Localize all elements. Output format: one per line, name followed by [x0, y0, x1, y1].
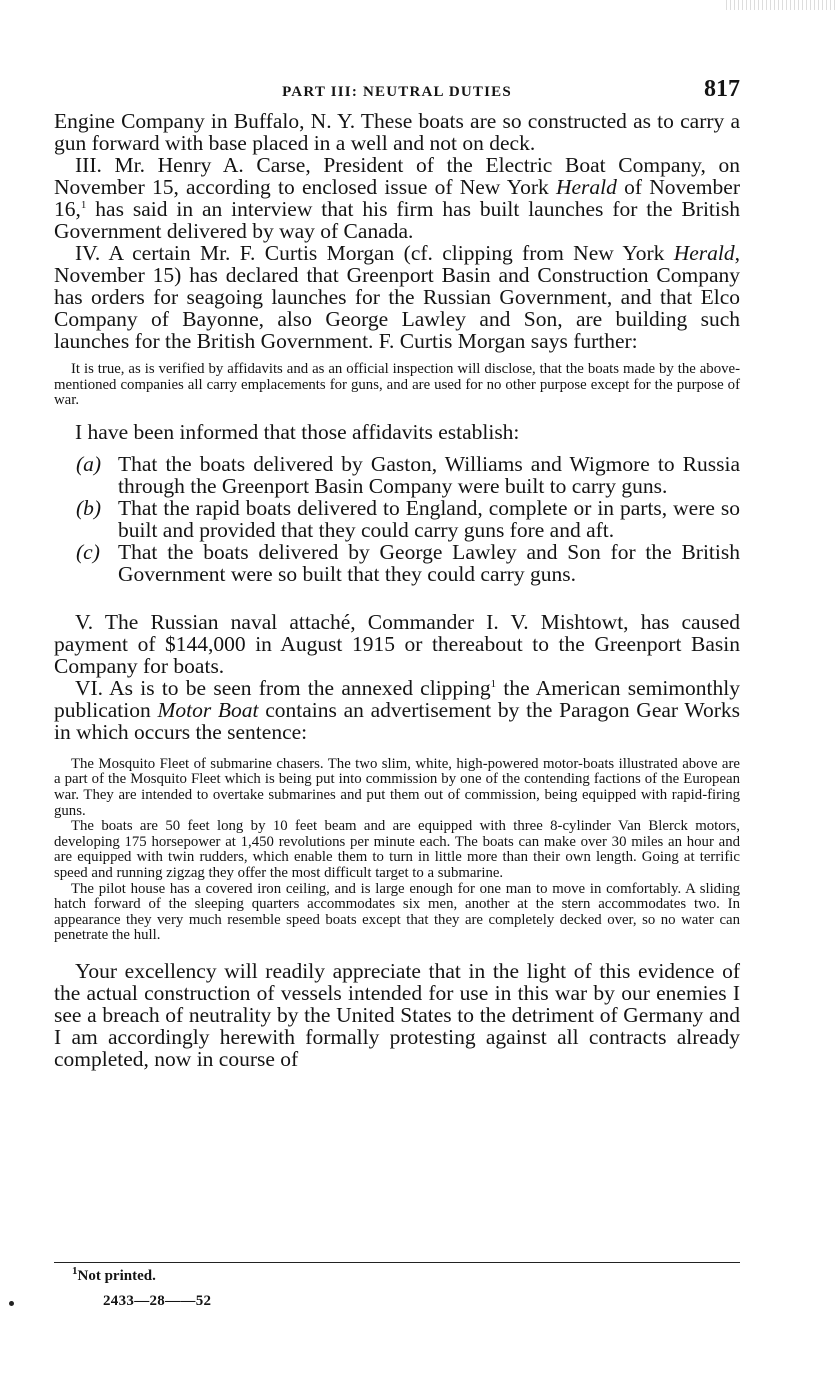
list-item: [54, 453, 740, 497]
footnote: [72, 1265, 156, 1285]
list-item: [54, 497, 740, 541]
paragraph-iii-text: III. Mr. Henry A. Carse, President of the Electric Boat Company, on November 15, according to enclosed issue of New York: [54, 153, 740, 199]
scan-speckle: [726, 0, 836, 10]
block-quote-advertisement: [54, 757, 740, 944]
scan-mark: [9, 1301, 14, 1306]
block-quote-morgan: [54, 362, 740, 409]
paragraph-continuation: Engine Company in Buffalo, N. Y. These boats are so constructed as to carry a gun forward with base placed in a well and not on deck.: [54, 109, 740, 155]
paragraph-iv-text: IV. A certain Mr. F. Curtis Morgan (cf. clipping from New York: [75, 241, 674, 265]
quote-text: It is true, as is verified by affidavits and as an official inspection will disclose, that the boats made by the above-mentioned companies all carry emplacements for guns, and are used for no other purpose except for the purpose of war.: [54, 361, 740, 409]
footnote-marker: 1: [72, 1265, 78, 1277]
paragraph-v: V. The Russian naval attaché, Commander I. V. Mishtowt, has caused payment of $144,000 in August 1915 or thereabout to the Greenport Basin Company for boats.: [54, 609, 740, 678]
paragraph-vi: [54, 677, 740, 743]
list-text: That the boats delivered by Gaston, Williams and Wigmore to Russia through the Greenport Basin Company were built to carry guns.: [118, 451, 740, 498]
page-content: [54, 74, 740, 1070]
paragraph-affidavits: I have been informed that those affidavits establish:: [75, 419, 520, 444]
paragraph-protest: Your excellency will readily appreciate that in the light of this evidence of the actual construction of vessels intended for use in this war by our enemies I see a breach of neutrality by the United States to the detriment of Germany and I am accordingly herewith formally protesting against all contracts already completed, now in course of: [54, 958, 740, 1071]
paragraph-vi-text-end: contains an advertisement by the Paragon Gear Works in which occurs the sentence:: [54, 697, 741, 744]
paragraph-vi-text-mid: the American semimonthly publication: [54, 675, 740, 722]
newspaper-title: Herald: [673, 241, 735, 265]
page-number: 817: [704, 76, 740, 102]
list-label: (b): [76, 495, 102, 520]
list-label: (a): [76, 451, 102, 476]
quote-paragraph: The boats are 50 feet long by 10 feet beam and are equipped with three 8-cylinder Van Blerck motors, developing 175 horsepower at 1,450 revolutions per minute each. The boats can make over 30 miles an hour and are equipped with twin rudders, which enable them to turn in little more than their own length. Going at terrific speed and running zigzag they offer the most difficult target to a submarine.: [54, 818, 740, 881]
list-label: (c): [76, 539, 100, 564]
footnote-text: Not printed.: [77, 1268, 156, 1284]
quote-paragraph: The Mosquito Fleet of submarine chasers. The two slim, white, high-powered motor-boats illustrated above are a part of the Mosquito Fleet which is being put into commission by one of the contending factions of the European war. They are intended to overtake submarines and put them out of commission, being equipped with rapid-firing guns.: [54, 755, 740, 819]
list-text: That the rapid boats delivered to England, complete or in parts, were so built and provided that they could carry guns fore and aft.: [118, 495, 740, 542]
print-code: 2433—28——52: [103, 1293, 212, 1309]
list-item: [54, 541, 740, 585]
paragraph-iii-text-end: has said in an interview that his firm has built launches for the British Government delivered by way of Canada.: [54, 197, 740, 243]
publication-title: Motor Boat: [157, 697, 259, 722]
paragraph-vi-text: VI. As is to be seen from the annexed clipping: [75, 675, 491, 700]
running-head: PART III: NEUTRAL DUTIES: [282, 84, 512, 100]
paragraph-iv-text-end: , November 15) has declared that Greenport Basin and Construction Company has orders for seagoing launches for the Russian Government, and that Elco Company of Bayonne, also George Lawley and Son, are building such launches for the British Government. F. Curtis Morgan says further:: [54, 241, 740, 353]
footnote-ref: 1: [490, 677, 497, 690]
footnote-ref: 1: [80, 198, 87, 211]
footnote-divider: [54, 1262, 740, 1263]
affidavit-list: [54, 453, 740, 585]
paragraph-iii-text-mid: of November 16,: [54, 175, 740, 221]
newspaper-title: Herald: [555, 175, 617, 199]
page-header: [54, 74, 740, 108]
paragraph-iii: [54, 154, 740, 242]
paragraph-iv: [54, 242, 740, 352]
list-text: That the boats delivered by George Lawley and Son for the British Government were so built that they could carry guns.: [118, 539, 740, 586]
quote-paragraph: The pilot house has a covered iron ceiling, and is large enough for one man to move in comfortably. A sliding hatch forward of the sleeping quarters accommodates six men, another at the stern accommodates two. In appearance they very much resemble speed boats except that they are completely decked over, so no water can penetrate the hull.: [54, 880, 740, 944]
